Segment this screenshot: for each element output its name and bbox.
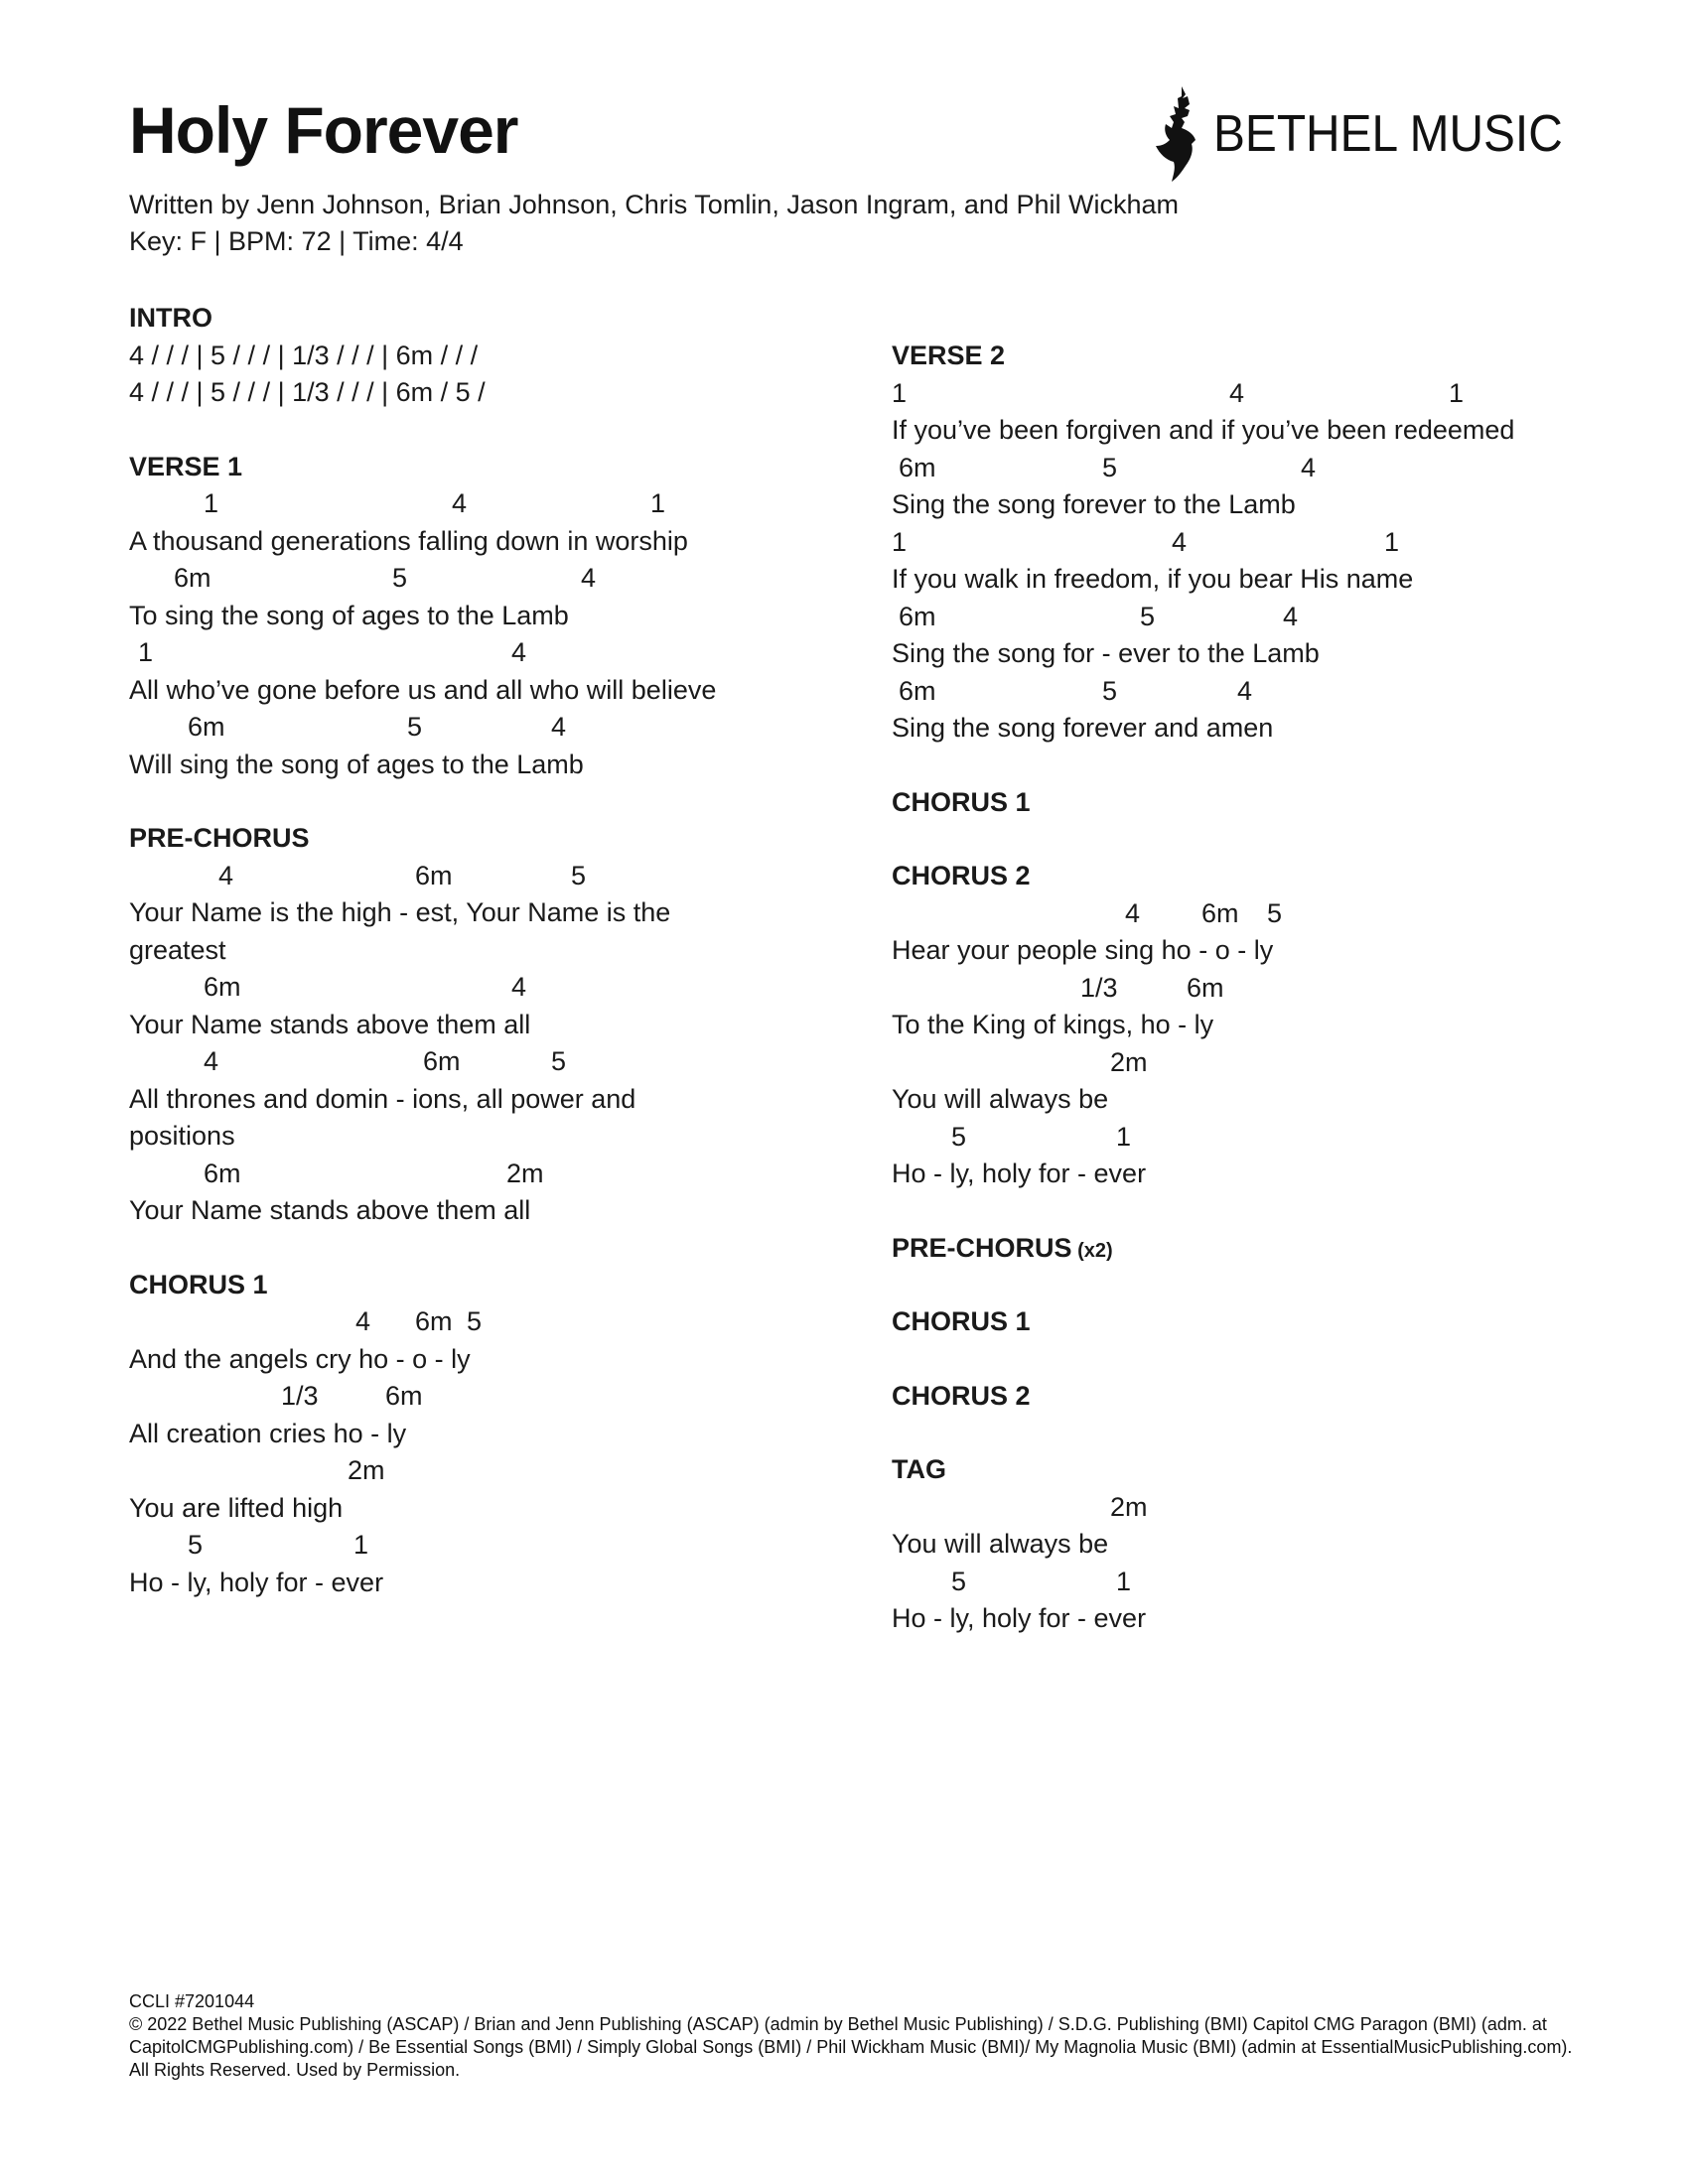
section-heading-text: CHORUS 1 bbox=[892, 1306, 1031, 1336]
chord: 6m bbox=[385, 1381, 423, 1411]
song-section bbox=[129, 300, 824, 412]
song-section bbox=[892, 1303, 1587, 1341]
chord: 1 bbox=[892, 526, 908, 557]
chord: 5 bbox=[407, 712, 423, 742]
chord-line bbox=[892, 1119, 1587, 1157]
section-heading bbox=[892, 784, 1587, 822]
chord: 1 bbox=[1116, 1566, 1132, 1596]
section-heading-text: PRE-CHORUS bbox=[129, 823, 310, 853]
lyric-line: Will sing the song of ages to the Lamb bbox=[129, 749, 584, 779]
lyric-line: And the angels cry ho - o - ly bbox=[129, 1343, 471, 1374]
chord: 1 bbox=[650, 488, 666, 518]
chord: 4 bbox=[511, 637, 527, 667]
chord-line bbox=[129, 969, 824, 1007]
lyric-line: A thousand generations falling down in worship bbox=[129, 525, 688, 556]
lyric-line: To the King of kings, ho - ly bbox=[892, 1010, 1214, 1039]
right-column bbox=[892, 338, 1587, 1675]
chord: 6m bbox=[423, 1046, 461, 1076]
chord-line bbox=[129, 1043, 824, 1081]
copyright-footer bbox=[129, 1990, 1589, 2082]
lyric-line: Your Name stands above them all bbox=[129, 1009, 531, 1039]
section-heading-text: CHORUS 1 bbox=[129, 1269, 268, 1299]
section-heading bbox=[892, 338, 1587, 375]
chord-line bbox=[892, 450, 1587, 487]
chord: 2m bbox=[1110, 1046, 1148, 1077]
chord-line bbox=[892, 375, 1587, 413]
lyric-line: Ho - ly, holy for - ever bbox=[129, 1567, 384, 1597]
section-heading bbox=[129, 300, 824, 338]
lyric-line: Your Name stands above them all bbox=[129, 1195, 531, 1225]
brand-name: BETHEL MUSIC bbox=[1213, 105, 1563, 163]
chord: 4 bbox=[1125, 897, 1141, 928]
chord: 6m bbox=[899, 675, 936, 706]
section-heading bbox=[892, 1230, 1587, 1268]
chord-progression-line: 4 / / / | 5 / / / | 1/3 / / / | 6m / / / bbox=[129, 340, 479, 370]
lyric-line: Ho - ly, holy for - ever bbox=[892, 1603, 1147, 1633]
chord: 1 bbox=[1449, 377, 1465, 408]
song-section bbox=[129, 449, 824, 784]
chord-line bbox=[129, 709, 824, 747]
chord: 6m bbox=[899, 452, 936, 482]
lyric-line: If you walk in freedom, if you bear His name bbox=[892, 564, 1414, 594]
chord-line bbox=[892, 1044, 1587, 1082]
section-heading-text: CHORUS 2 bbox=[892, 1380, 1031, 1411]
chord: 4 bbox=[551, 712, 567, 742]
lyric-line: If you’ve been forgiven and if you’ve been redeemed bbox=[892, 415, 1515, 445]
song-section bbox=[892, 1451, 1587, 1638]
chord: 4 bbox=[511, 972, 527, 1002]
chord: 1 bbox=[204, 488, 219, 518]
song-section bbox=[892, 338, 1587, 748]
song-section bbox=[129, 1267, 824, 1602]
section-heading-text: INTRO bbox=[129, 303, 212, 333]
chord: 6m bbox=[188, 712, 225, 742]
chord: 5 bbox=[551, 1046, 567, 1076]
lyric-line: Sing the song forever and amen bbox=[892, 713, 1274, 743]
chord-line bbox=[129, 858, 824, 895]
lyric-line: Hear your people sing ho - o - ly bbox=[892, 935, 1274, 965]
section-heading bbox=[129, 820, 824, 858]
chord: 6m bbox=[174, 563, 211, 593]
lyric-line: Sing the song for - ever to the Lamb bbox=[892, 638, 1320, 668]
lyric-line: All who’ve gone before us and all who will believe bbox=[129, 674, 717, 705]
chord: 5 bbox=[467, 1306, 483, 1336]
chord: 1/3 bbox=[1080, 972, 1118, 1003]
chord: 5 bbox=[1267, 897, 1283, 928]
lyric-line: You will always be bbox=[892, 1529, 1109, 1559]
chord: 6m bbox=[204, 1158, 241, 1188]
chord-line bbox=[892, 970, 1587, 1008]
song-info: Key: F | BPM: 72 | Time: 4/4 bbox=[129, 226, 464, 256]
chord: 4 bbox=[1229, 377, 1245, 408]
chord: 1 bbox=[1116, 1121, 1132, 1152]
chord: 2m bbox=[348, 1455, 385, 1485]
chord-line bbox=[892, 673, 1587, 711]
chord: 5 bbox=[1102, 675, 1118, 706]
chord: 6m bbox=[1201, 897, 1239, 928]
section-heading-text: CHORUS 1 bbox=[892, 786, 1031, 817]
section-heading bbox=[129, 1267, 824, 1304]
chord: 5 bbox=[188, 1530, 204, 1560]
song-section bbox=[892, 1378, 1587, 1416]
chord-line bbox=[129, 1303, 824, 1341]
chord: 5 bbox=[392, 563, 408, 593]
song-title: Holy Forever bbox=[129, 93, 518, 167]
section-heading-text: VERSE 1 bbox=[129, 451, 243, 481]
lyric-line: Sing the song forever to the Lamb bbox=[892, 489, 1296, 519]
section-heading bbox=[892, 1303, 1587, 1341]
chord: 6m bbox=[415, 1306, 453, 1336]
chord: 4 bbox=[218, 860, 234, 890]
chord-line bbox=[892, 599, 1587, 636]
section-heading bbox=[892, 1451, 1587, 1489]
lyric-line: Your Name is the high - est, Your Name is the greatest bbox=[129, 897, 671, 965]
chord-line bbox=[892, 1489, 1587, 1527]
chord: 1 bbox=[138, 637, 154, 667]
copyright-text: © 2022 Bethel Music Publishing (ASCAP) / Brian and Jenn Publishing (ASCAP) (admin by Bethel Music Publishing) / S.D.G. Publishing (BMI) Capitol CMG Paragon (BMI) (adm. at CapitolCMGPublishing.com) / Be Essential Songs (BMI) / Simply Global Songs (BMI) / Phil Wickham Music (BMI)/ My Magnolia Music (BMI) (admin at EssentialMusicPublishing.com). All Rights Reserved. Used by Permission. bbox=[129, 2014, 1573, 2080]
chord-progression-line: 4 / / / | 5 / / / | 1/3 / / / | 6m / 5 / bbox=[129, 377, 486, 407]
song-section bbox=[129, 820, 824, 1230]
chord: 5 bbox=[951, 1121, 967, 1152]
chord-line bbox=[892, 1564, 1587, 1601]
chord: 4 bbox=[452, 488, 468, 518]
chord: 5 bbox=[1140, 601, 1156, 631]
chord: 5 bbox=[571, 860, 587, 890]
lyric-line: Ho - ly, holy for - ever bbox=[892, 1159, 1147, 1188]
chord: 4 bbox=[1172, 526, 1188, 557]
chord-line bbox=[892, 895, 1587, 933]
chord: 4 bbox=[355, 1306, 371, 1336]
song-section bbox=[892, 1230, 1587, 1268]
chord: 4 bbox=[1283, 601, 1299, 631]
writers-credit: Written by Jenn Johnson, Brian Johnson, Chris Tomlin, Jason Ingram, and Phil Wickham bbox=[129, 190, 1179, 219]
chord: 6m bbox=[899, 601, 936, 631]
lyric-line: You will always be bbox=[892, 1084, 1109, 1114]
section-heading-text: CHORUS 2 bbox=[892, 861, 1031, 890]
lyric-line: To sing the song of ages to the Lamb bbox=[129, 600, 569, 630]
chord: 6m bbox=[204, 972, 241, 1002]
chord: 4 bbox=[1301, 452, 1317, 482]
chord: 6m bbox=[1187, 972, 1224, 1003]
chord: 5 bbox=[1102, 452, 1118, 482]
ccli-number: CCLI #7201044 bbox=[129, 1991, 255, 2011]
song-section bbox=[892, 858, 1587, 1193]
repeat-note: (x2) bbox=[1071, 1239, 1113, 1262]
chord-line bbox=[129, 1156, 824, 1193]
lyric-line: All creation cries ho - ly bbox=[129, 1418, 407, 1448]
bethel-music-logo bbox=[1152, 84, 1593, 184]
chord-line bbox=[129, 560, 824, 598]
deer-head-icon bbox=[1152, 84, 1205, 184]
song-section bbox=[892, 784, 1587, 822]
chord-line bbox=[129, 485, 824, 523]
section-heading-text: VERSE 2 bbox=[892, 341, 1006, 370]
section-heading bbox=[892, 1378, 1587, 1416]
section-heading-text: PRE-CHORUS bbox=[892, 1232, 1072, 1263]
chord-line bbox=[129, 1527, 824, 1565]
chord: 1 bbox=[1384, 526, 1400, 557]
chord: 4 bbox=[204, 1046, 219, 1076]
chord: 6m bbox=[415, 860, 453, 890]
chord: 5 bbox=[951, 1566, 967, 1596]
section-heading bbox=[892, 858, 1587, 895]
chord-line bbox=[129, 1452, 824, 1490]
section-heading-text: TAG bbox=[892, 1454, 946, 1484]
chord: 2m bbox=[506, 1158, 544, 1188]
lyric-line: You are lifted high bbox=[129, 1492, 344, 1523]
left-column bbox=[129, 300, 824, 1638]
chord: 1 bbox=[353, 1530, 369, 1560]
chord-line bbox=[129, 634, 824, 672]
chord: 1/3 bbox=[281, 1381, 319, 1411]
chord: 4 bbox=[1237, 675, 1253, 706]
chord-line bbox=[892, 524, 1587, 562]
chord: 2m bbox=[1110, 1491, 1148, 1522]
chord-line bbox=[129, 1378, 824, 1416]
chord: 4 bbox=[581, 563, 597, 593]
chord: 1 bbox=[892, 377, 908, 408]
section-heading bbox=[129, 449, 824, 486]
lyric-line: All thrones and domin - ions, all power and positions bbox=[129, 1083, 636, 1151]
